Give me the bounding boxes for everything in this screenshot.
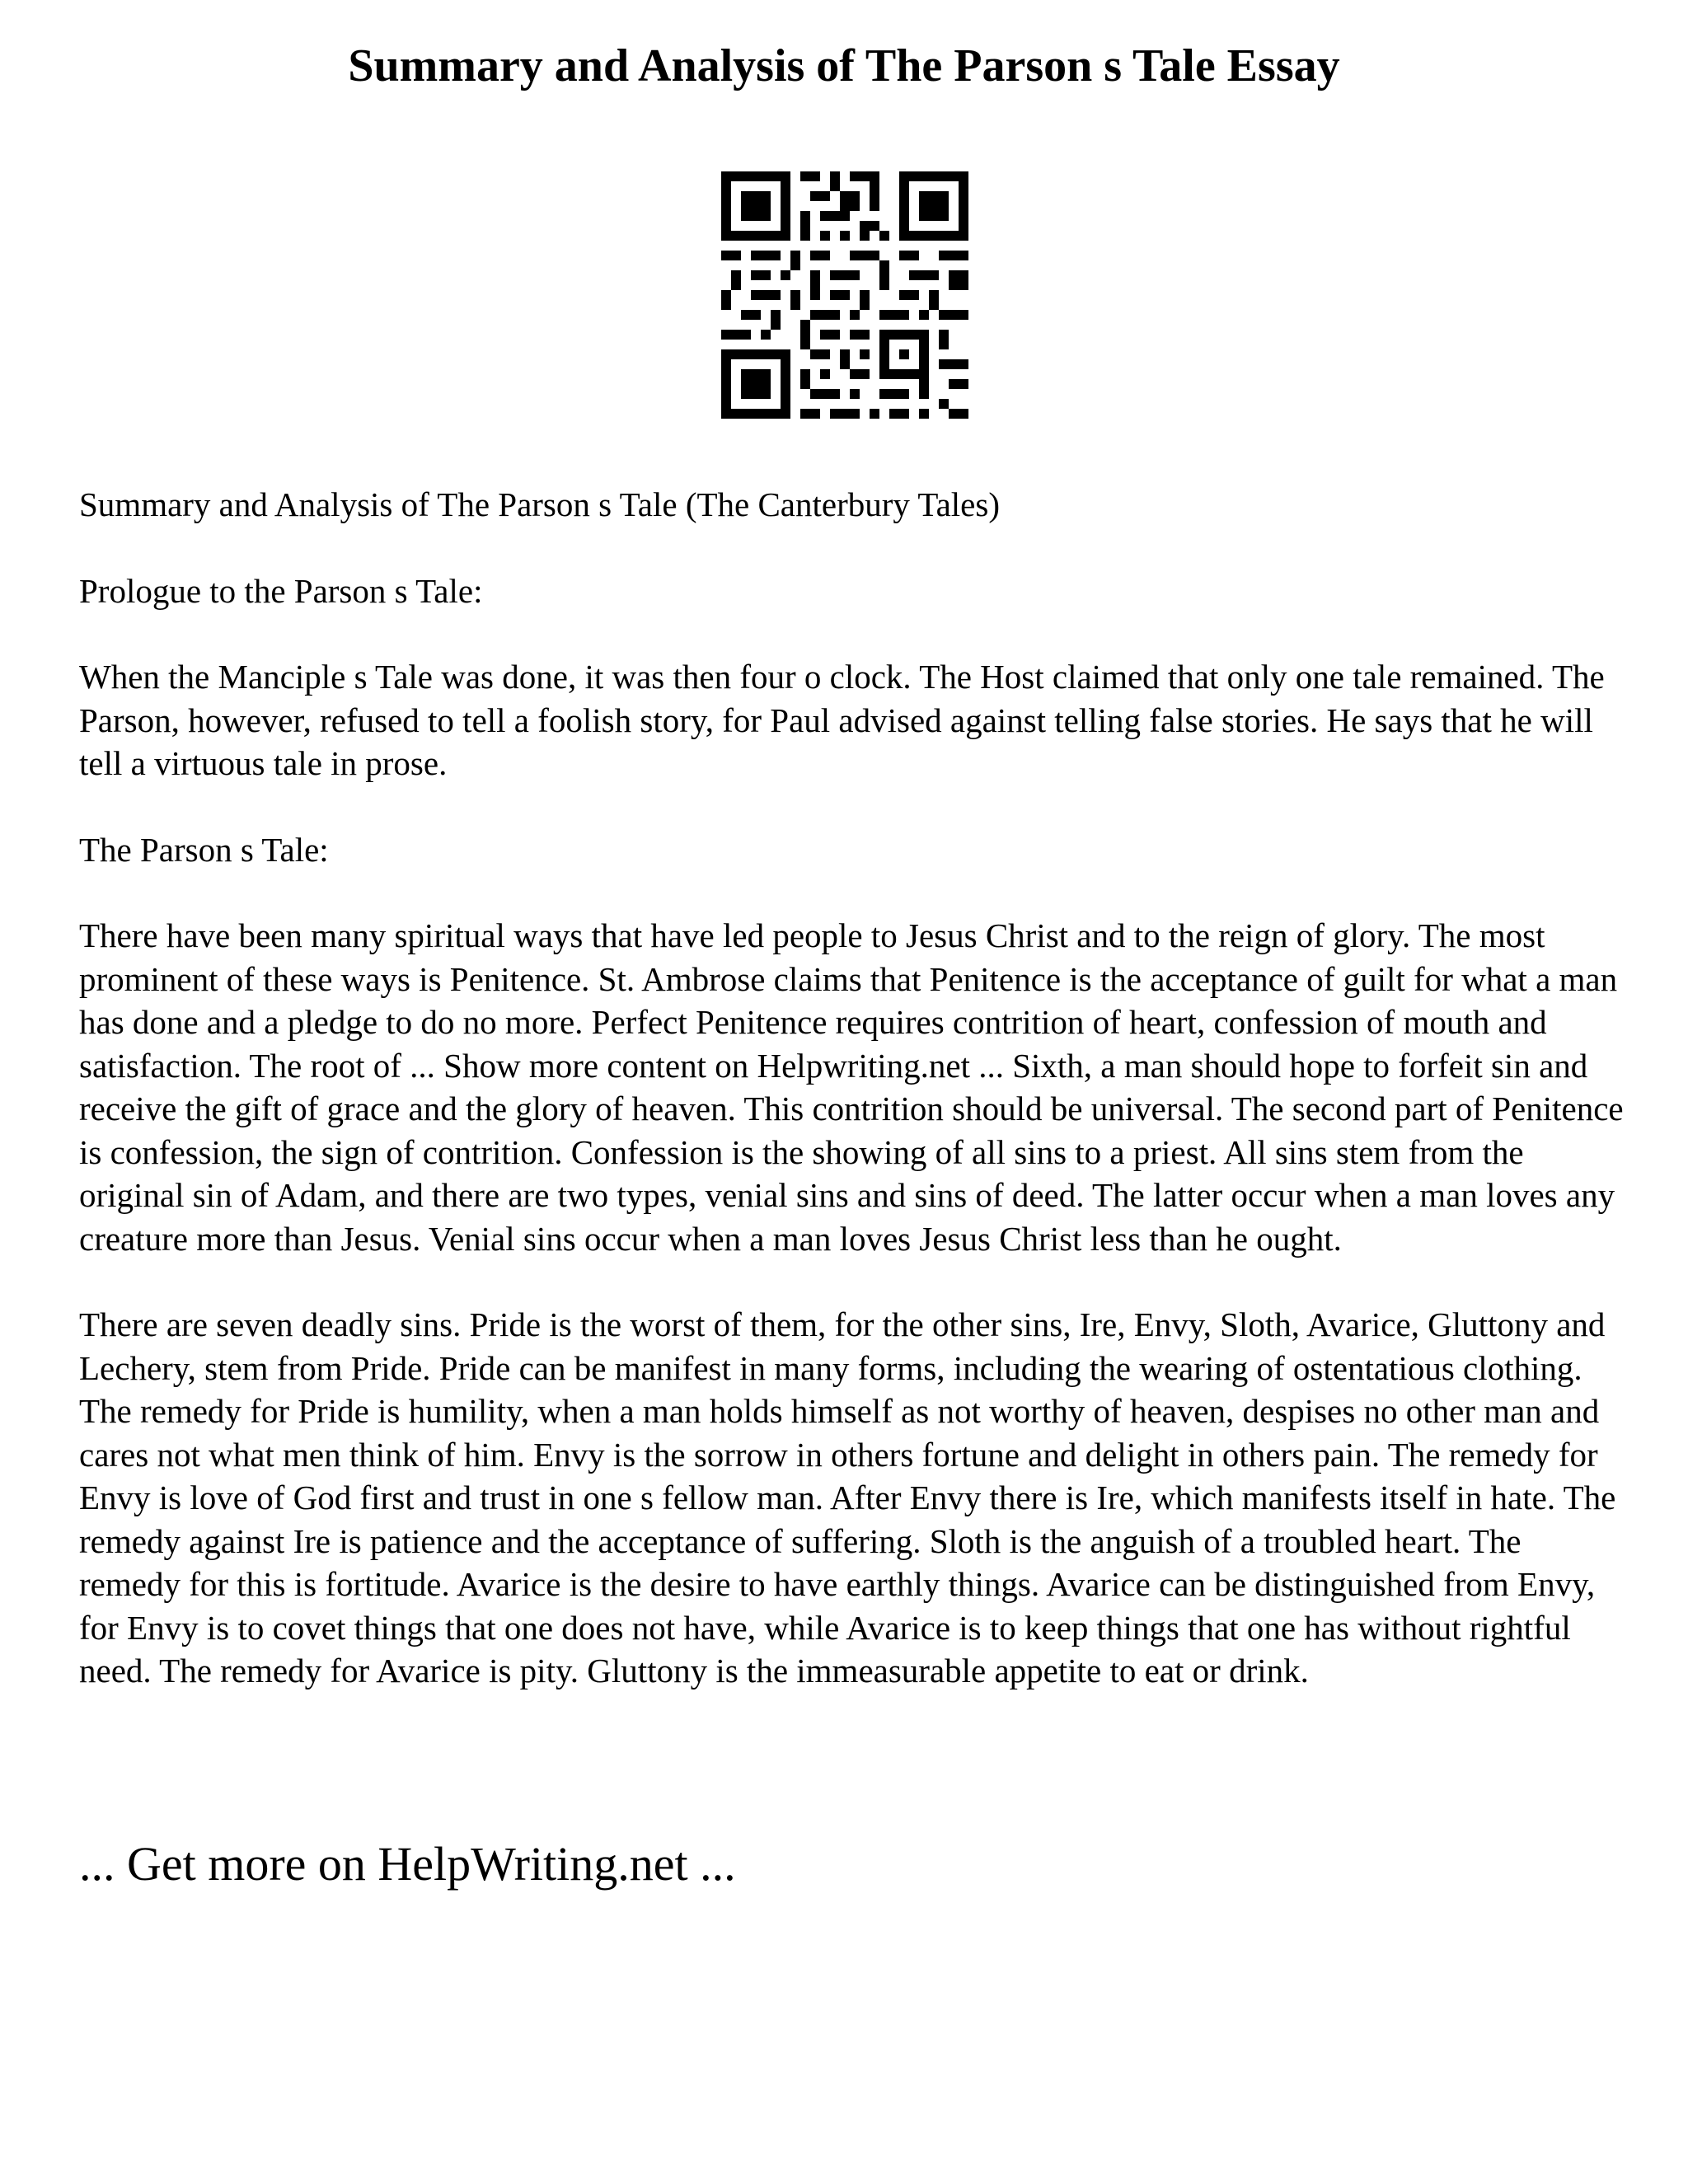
qr-code-icon <box>721 171 968 419</box>
get-more-link[interactable]: ... Get more on HelpWriting.net ... <box>79 1837 736 1891</box>
paragraph-deadly-sins: There are seven deadly sins. Pride is the worst of them, for the other sins, Ire, Envy, Sloth, Avarice, Gluttony and Lechery, stem from Pride. Pride can be manifest in many forms, including the wearing of ostentatious clothing. The remedy for Pride is humility, when a man holds himself as not worthy of heaven, despises no other man and cares not what men think of him. Envy is the sorrow in others fortune and delight in others pain. The remedy for Envy is love of God first and trust in one s fellow man. After Envy there is Ire, which manifests itself in hate. The remedy against Ire is patience and the acceptance of suffering. Sloth is the anguish of a troubled heart. The remedy for this is fortitude. Avarice is the desire to have earthly things. Avarice can be distinguished from Envy, for Envy is to covet things that one does not have, while Avarice is to keep things that one has without rightful need. The remedy for Avarice is pity. Gluttony is the immeasurable appetite to eat or drink. <box>79 1305 1616 1690</box>
document-body <box>79 483 1629 1736</box>
document-title: Summary and Analysis of The Parson s Tale Essay <box>348 40 1340 91</box>
paragraph-tale-heading: The Parson s Tale: <box>79 830 329 869</box>
paragraph-penitence: There have been many spiritual ways that have led people to Jesus Christ and to the reign of glory. The most prominent of these ways is Penitence. St. Ambrose claims that Penitence is the acceptance of guilt for what a man has done and a pledge to do no more. Perfect Penitence requires contrition of heart, confession of mouth and satisfaction. The root of ... Show more content on Helpwriting.net ... Sixth, a man should hope to forfeit sin and receive the gift of grace and the glory of heaven. This contrition should be universal. The second part of Penitence is confession, the sign of contrition. Confession is the showing of all sins to a priest. All sins stem from the original sin of Adam, and there are two types, venial sins and sins of deed. The latter occur when a man loves any creature more than Jesus. Venial sins occur when a man loves Jesus Christ less than he ought. <box>79 916 1624 1258</box>
paragraph-prologue-heading: Prologue to the Parson s Tale: <box>79 571 483 610</box>
paragraph-subtitle: Summary and Analysis of The Parson s Tale (The Canterbury Tales) <box>79 485 1000 523</box>
paragraph-prologue: When the Manciple s Tale was done, it was then four o clock. The Host claimed that only one tale remained. The Parson, however, refused to tell a foolish story, for Paul advised against telling false stories. He says that he will tell a virtuous tale in prose. <box>79 658 1605 782</box>
